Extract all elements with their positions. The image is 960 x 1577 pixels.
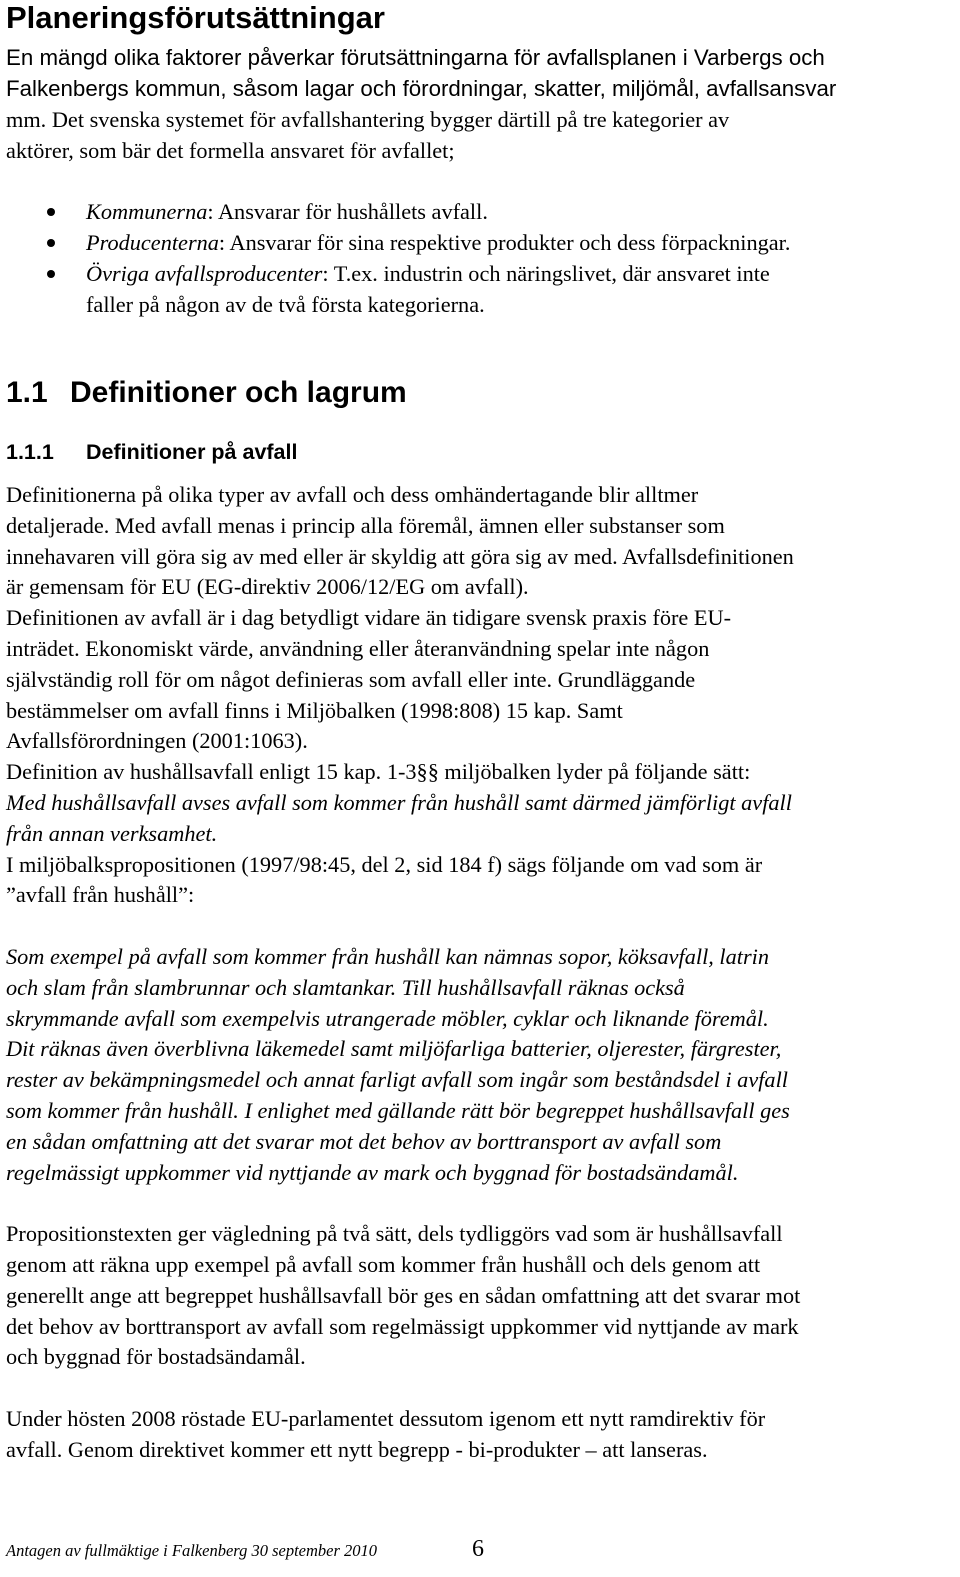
quoted-line: Dit räknas även överblivna läkemedel samt miljöfarliga batterier, oljerester, färgrester, bbox=[6, 1036, 782, 1062]
quoted-line: från annan verksamhet. bbox=[6, 820, 218, 846]
list-item-term: Producenterna bbox=[86, 230, 219, 255]
body-line: Propositionstexten ger vägledning på två sätt, dels tydliggörs vad som är hushållsavfall bbox=[6, 1221, 783, 1247]
list-item bbox=[0, 196, 960, 227]
intro-line: Falkenbergs kommun, såsom lagar och förordningar, skatter, miljömål, avfallsansvar bbox=[6, 76, 837, 101]
intro-line: En mängd olika faktorer påverkar förutsättningarna för avfallsplanen i Varbergs och bbox=[6, 45, 825, 70]
quoted-line: skrymmande avfall som exempelvis utrangerade möbler, cyklar och liknande föremål. bbox=[6, 1005, 769, 1031]
body-line: innehavaren vill göra sig av med eller är skyldig att göra sig av med. Avfallsdefinitionen bbox=[6, 543, 794, 569]
bullet-icon bbox=[47, 239, 55, 247]
subsection-heading bbox=[6, 437, 297, 467]
body-line: Under hösten 2008 röstade EU-parlamentet dessutom igenom ett nytt ramdirektiv för bbox=[6, 1405, 766, 1431]
list-item-text: : Ansvarar för hushållets avfall. bbox=[207, 199, 488, 224]
body-line: avfall. Genom direktivet kommer ett nytt begrepp - bi-produkter – att lanseras. bbox=[6, 1436, 708, 1462]
body-line: inträdet. Ekonomiskt värde, användning eller återanvändning spelar inte någon bbox=[6, 635, 710, 661]
body-line: generellt ange att begreppet hushållsavfall bör ges en sådan omfattning att det svarar mot bbox=[6, 1282, 801, 1308]
bullet-icon bbox=[47, 208, 55, 216]
list-item-text: faller på någon av de två första kategorierna. bbox=[86, 292, 485, 317]
list-item-text: : Ansvarar för sina respektive produkter och dess förpackningar. bbox=[218, 230, 791, 255]
list-item-term: Kommunerna bbox=[86, 199, 208, 224]
subsection-number: 1.1.1 bbox=[6, 440, 54, 464]
paragraph-gap bbox=[6, 1373, 956, 1404]
list-item bbox=[0, 258, 960, 320]
quoted-line: Med hushållsavfall avses avfall som kommer från hushåll samt därmed jämförligt avfall bbox=[6, 789, 792, 815]
page-heading: Planeringsförutsättningar bbox=[6, 0, 385, 35]
list-item-term: Övriga avfallsproducenter bbox=[86, 261, 323, 286]
body-line: detaljerade. Med avfall menas i princip alla föremål, ämnen eller substanser som bbox=[6, 512, 725, 538]
body-line: självständig roll för om något definieras som avfall eller inte. Grundläggande bbox=[6, 666, 696, 692]
list-item bbox=[0, 227, 960, 258]
body-line: Avfallsförordningen (2001:1063). bbox=[6, 728, 308, 754]
actor-list bbox=[0, 196, 960, 320]
quoted-line: rester av bekämpningsmedel och annat farligt avfall som ingår som beståndsdel i avfall bbox=[6, 1067, 788, 1093]
subsection-title: Definitioner på avfall bbox=[86, 440, 298, 464]
section-number: 1.1 bbox=[6, 376, 48, 409]
paragraph-gap bbox=[6, 1188, 956, 1219]
body-text bbox=[6, 480, 956, 1466]
body-line: genom att räkna upp exempel på avfall som kommer från hushåll och dels genom att bbox=[6, 1251, 761, 1277]
bullet-icon bbox=[47, 270, 55, 278]
section-title: Definitioner och lagrum bbox=[70, 376, 407, 409]
body-line: ”avfall från hushåll”: bbox=[6, 882, 195, 908]
body-line: Definition av hushållsavfall enligt 15 kap. 1-3§§ miljöbalken lyder på följande sätt: bbox=[6, 759, 751, 785]
page-number: 6 bbox=[472, 1536, 484, 1562]
intro-line: mm. Det svenska systemet för avfallshantering bygger därtill på tre kategorier av bbox=[6, 107, 730, 132]
quoted-line: Som exempel på avfall som kommer från hushåll kan nämnas sopor, köksavfall, latrin bbox=[6, 943, 769, 969]
body-line: Definitionen av avfall är i dag betydligt vidare än tidigare svensk praxis före EU- bbox=[6, 605, 732, 631]
section-heading bbox=[6, 375, 407, 411]
body-line: och byggnad för bostadsändamål. bbox=[6, 1344, 306, 1370]
body-line: det behov av borttransport av avfall som regelmässigt uppkommer vid nyttjande av mark bbox=[6, 1313, 799, 1339]
list-item-text: : T.ex. industrin och näringslivet, där ansvaret inte bbox=[322, 261, 770, 286]
quoted-line: som kommer från hushåll. I enlighet med gällande rätt bör begreppet hushållsavfall ges bbox=[6, 1097, 790, 1123]
paragraph-gap bbox=[6, 911, 956, 942]
body-line: är gemensam för EU (EG-direktiv 2006/12/EG om avfall). bbox=[6, 574, 529, 600]
footer-text: Antagen av fullmäktige i Falkenberg 30 september 2010 bbox=[6, 1541, 378, 1560]
intro-line: aktörer, som bär det formella ansvaret för avfallet; bbox=[6, 138, 455, 163]
quoted-line: och slam från slambrunnar och slamtankar. Till hushållsavfall räknas också bbox=[6, 974, 685, 1000]
body-line: Definitionerna på olika typer av avfall och dess omhändertagande blir alltmer bbox=[6, 482, 699, 507]
intro-paragraph bbox=[6, 42, 954, 166]
quoted-line: regelmässigt uppkommer vid nyttjande av mark och byggnad för bostadsändamål. bbox=[6, 1159, 739, 1185]
body-line: I miljöbalkspropositionen (1997/98:45, del 2, sid 184 f) sägs följande om vad som är bbox=[6, 851, 763, 877]
quoted-line: en sådan omfattning att det svarar mot det behov av borttransport av avfall som bbox=[6, 1128, 722, 1154]
body-line: bestämmelser om avfall finns i Miljöbalken (1998:808) 15 kap. Samt bbox=[6, 697, 623, 723]
